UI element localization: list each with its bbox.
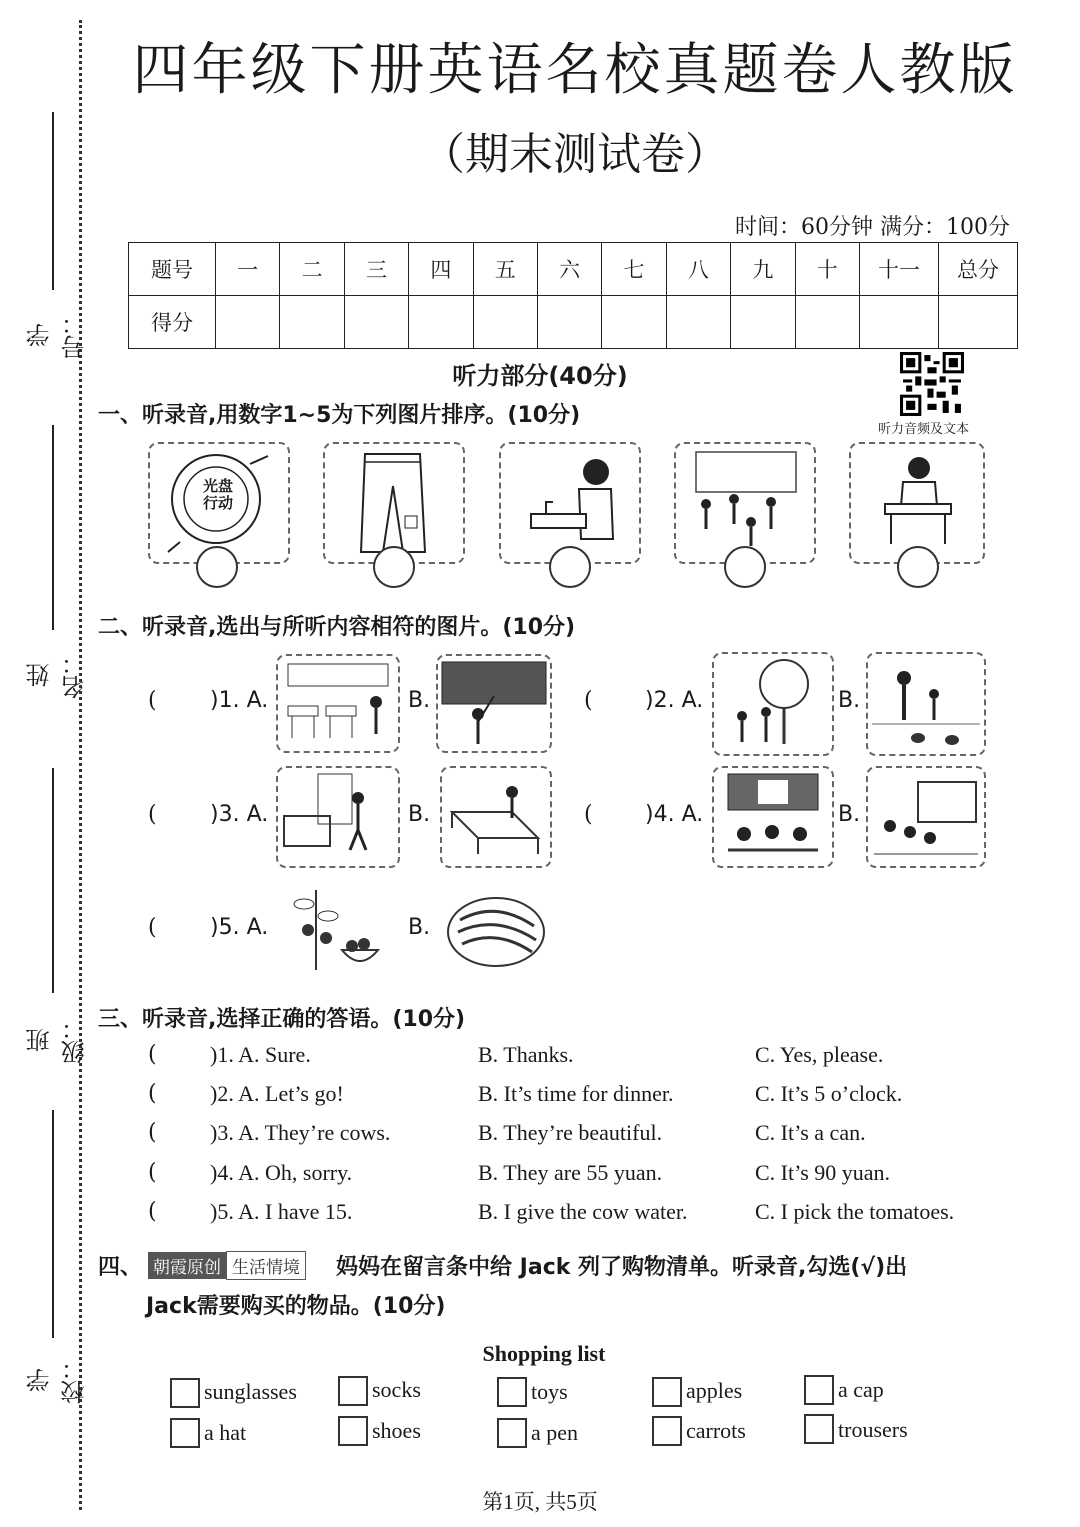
checkbox-toys[interactable] [497, 1377, 527, 1407]
section4-instruction-line2: Jack需要购买的物品。(10分) [146, 1294, 446, 1319]
item-pen: a pen [531, 1420, 579, 1445]
s2-q3-picture-a [276, 766, 400, 868]
s2-q5-option-b: B. [408, 915, 431, 940]
section4-instruction-line1: 妈妈在留言条中给 Jack 列了购物清单。听录音,勾选(√)出 [336, 1255, 908, 1280]
page-title: 四年级下册英语名校真题卷人教版 [132, 38, 1018, 103]
computer-room-icon [868, 768, 984, 866]
page-number: 第1页, 共5页 [482, 1490, 598, 1514]
living-room-boy-icon [278, 768, 398, 866]
s3-q1-option-c: C. Yes, please. [755, 1042, 884, 1067]
score-cell[interactable] [473, 296, 537, 349]
section4-badges [148, 1251, 306, 1280]
teacher-at-desk-icon [851, 444, 983, 562]
bedroom-bed-icon [442, 768, 550, 866]
paren-open: ( [148, 688, 157, 713]
score-col: 三 [344, 243, 408, 296]
item-socks: socks [372, 1377, 421, 1402]
s3-q4-option-b: B. They are 55 yuan. [478, 1160, 663, 1185]
paren-open: ( [148, 802, 157, 827]
paren-open: ( [148, 1199, 157, 1224]
answer-circle-5[interactable] [897, 546, 939, 588]
binding-dashed-line [79, 20, 82, 1510]
s3-q3-option-c: C. It’s a can. [755, 1120, 866, 1145]
section1-title: 一、听录音,用数字1~5为下列图片排序。(10分) [98, 403, 581, 428]
score-cell[interactable] [795, 296, 859, 349]
paren-open: ( [148, 1160, 157, 1185]
score-cell[interactable] [280, 296, 344, 349]
class-label: 班级： [26, 1016, 89, 1064]
s2-q3-picture-b [440, 766, 552, 868]
score-col: 八 [666, 243, 730, 296]
s2-q4-picture-a [712, 766, 834, 868]
checkbox-carrots[interactable] [652, 1416, 682, 1446]
checkbox-hat[interactable] [170, 1418, 200, 1448]
s3-q4-option-c: C. It’s 90 yuan. [755, 1160, 891, 1185]
student-id-label: 学号： [26, 311, 89, 359]
s2-q1-label: )1. A. [210, 688, 269, 713]
s2-q1-picture-a [276, 654, 400, 753]
score-table-row-label: 题号 [129, 243, 216, 296]
s3-q5-option-a: )5. A. I have 15. [210, 1199, 353, 1224]
classroom-desks-icon [278, 656, 398, 751]
paren-open: ( [584, 802, 593, 827]
s3-q1-option-a: )1. A. Sure. [210, 1042, 311, 1067]
s3-q5-option-c: C. I pick the tomatoes. [755, 1199, 955, 1224]
s2-q4-picture-b [866, 766, 986, 868]
item-hat: a hat [204, 1420, 247, 1445]
s3-q4-option-a: )4. A. Oh, sorry. [210, 1160, 353, 1185]
checkbox-apples[interactable] [652, 1377, 682, 1407]
qr-caption: 听力音频及文本 [878, 422, 970, 437]
s2-q2-picture-a [712, 652, 834, 756]
school-label: 学校： [26, 1356, 89, 1404]
score-cell[interactable] [216, 296, 280, 349]
checkbox-cap[interactable] [804, 1375, 834, 1405]
qr-code-icon[interactable] [900, 352, 964, 416]
paren-open: ( [148, 1120, 157, 1145]
score-col: 四 [409, 243, 473, 296]
feeding-chickens-icon [868, 654, 984, 754]
life-context-badge: 生活情境 [226, 1251, 306, 1280]
section3-title: 三、听录音,选择正确的答语。(10分) [98, 1007, 466, 1032]
paren-open: ( [148, 1042, 157, 1067]
score-cell[interactable] [409, 296, 473, 349]
s2-q2-picture-b [866, 652, 986, 756]
s2-q3-label: )3. A. [210, 802, 269, 827]
s2-q1-option-b: B. [408, 688, 431, 713]
section4-prefix: 四、 [98, 1255, 143, 1280]
answer-circle-1[interactable] [196, 546, 238, 588]
item-trousers: trousers [838, 1417, 908, 1442]
score-cell[interactable] [860, 296, 939, 349]
s3-q2-option-c: C. It’s 5 o’clock. [755, 1081, 903, 1106]
school-blank-line [52, 1110, 54, 1338]
score-col: 九 [731, 243, 795, 296]
clean-plate-text: 光盘 行动 [202, 477, 233, 512]
paren-open: ( [148, 915, 157, 940]
s3-q2-option-b: B. It’s time for dinner. [478, 1081, 674, 1106]
s3-q3-option-b: B. They’re beautiful. [478, 1120, 663, 1145]
score-cell[interactable] [602, 296, 666, 349]
score-table-row-label: 得分 [129, 296, 216, 349]
s2-q3-option-b: B. [408, 802, 431, 827]
score-col: 十 [795, 243, 859, 296]
trousers-icon [325, 444, 463, 562]
score-col: 总分 [939, 243, 1018, 296]
item-carrots: carrots [686, 1418, 746, 1443]
green-beans-basket-icon [440, 880, 552, 976]
tomato-plant-icon [280, 880, 390, 976]
class-blank-line [52, 768, 54, 993]
answer-circle-2[interactable] [373, 546, 415, 588]
student-id-blank-line [52, 112, 54, 290]
score-col: 二 [280, 243, 344, 296]
item-apples: apples [686, 1378, 743, 1403]
time-info: 时间：60分钟 满分：100分 [735, 215, 1010, 240]
score-col: 六 [537, 243, 601, 296]
score-cell[interactable] [939, 296, 1018, 349]
answer-circle-3[interactable] [549, 546, 591, 588]
s3-q2-option-a: )2. A. Let’s go! [210, 1081, 344, 1106]
class-watching-screen-icon [714, 768, 832, 866]
shopping-list-title: Shopping list [482, 1341, 606, 1366]
score-col: 一 [216, 243, 280, 296]
boy-at-blackboard-icon [438, 656, 550, 751]
score-col: 七 [602, 243, 666, 296]
score-cell[interactable] [537, 296, 601, 349]
section2-title: 二、听录音,选出与所听内容相符的图片。(10分) [98, 615, 576, 640]
paren-open: ( [148, 1081, 157, 1106]
checkbox-pen[interactable] [497, 1418, 527, 1448]
s3-q5-option-b: B. I give the cow water. [478, 1199, 688, 1224]
paren-open: ( [584, 688, 593, 713]
score-cell[interactable] [344, 296, 408, 349]
children-playground-icon [676, 444, 814, 562]
boy-washing-hands-icon [501, 444, 639, 562]
score-col: 五 [473, 243, 537, 296]
score-table [128, 242, 1018, 349]
s2-q5-picture-a [280, 880, 390, 976]
item-sunglasses: sunglasses [204, 1379, 297, 1404]
s2-q2-label: )2. A. [645, 688, 704, 713]
item-cap: a cap [838, 1377, 884, 1402]
checkbox-trousers[interactable] [804, 1414, 834, 1444]
checkbox-sunglasses[interactable] [170, 1378, 200, 1408]
item-toys: toys [531, 1379, 568, 1404]
s2-q1-picture-b [436, 654, 552, 753]
original-badge: 朝霞原创 [148, 1252, 226, 1279]
name-blank-line [52, 425, 54, 630]
page-subtitle: （期末测试卷） [421, 129, 729, 180]
people-planting-tree-icon [714, 654, 832, 754]
s3-q1-option-b: B. Thanks. [478, 1042, 574, 1067]
s2-q5-label: )5. A. [210, 915, 269, 940]
s3-q3-option-a: )3. A. They’re cows. [210, 1120, 391, 1145]
checkbox-socks[interactable] [338, 1376, 368, 1406]
s2-q5-picture-b [440, 880, 552, 976]
score-table-header-row [129, 243, 1018, 296]
item-shoes: shoes [372, 1418, 421, 1443]
s2-q4-option-b: B. [838, 802, 861, 827]
name-label: 姓名： [26, 651, 89, 699]
s2-q4-label: )4. A. [645, 802, 704, 827]
score-table-score-row [129, 296, 1018, 349]
s2-q2-option-b: B. [838, 688, 861, 713]
score-col: 十一 [860, 243, 939, 296]
answer-circle-4[interactable] [724, 546, 766, 588]
listening-part-title: 听力部分(40分) [452, 362, 628, 390]
score-cell[interactable] [731, 296, 795, 349]
checkbox-shoes[interactable] [338, 1416, 368, 1446]
score-cell[interactable] [666, 296, 730, 349]
